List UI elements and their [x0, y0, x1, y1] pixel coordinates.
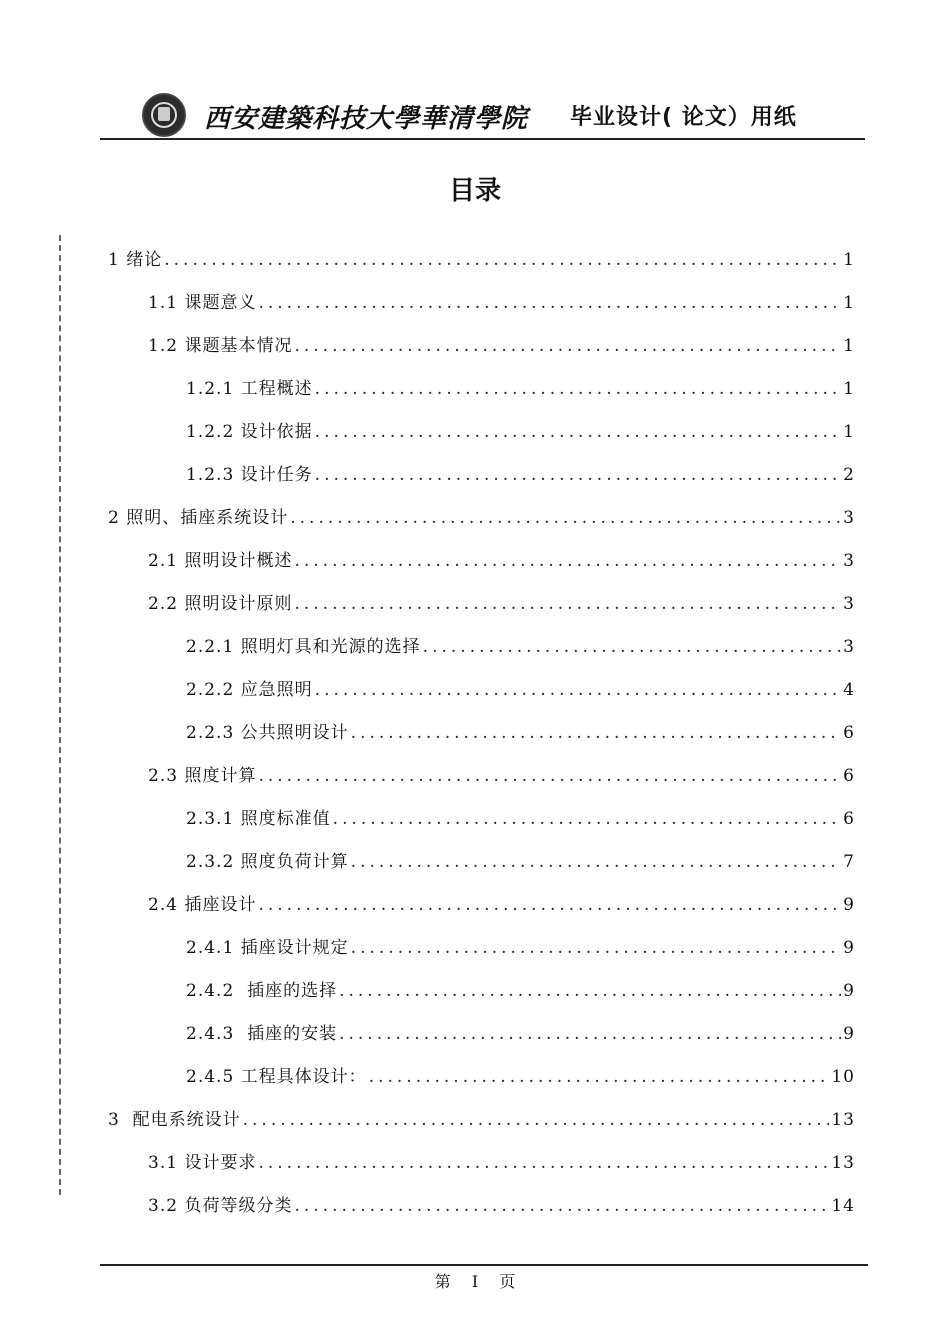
toc-entry-label: 1.1 课题意义: [148, 293, 257, 313]
toc-entry-label: 1 绪论: [108, 250, 163, 270]
toc-leader-dots: [258, 293, 841, 313]
toc-leader-dots: [369, 1067, 830, 1087]
toc-entry[interactable]: [186, 675, 855, 705]
toc-entry-page: 9: [843, 895, 855, 915]
toc-entry-page: 13: [831, 1110, 855, 1130]
toc-entry-label: 3.1 设计要求: [148, 1153, 257, 1173]
toc-entry[interactable]: [186, 933, 855, 963]
toc-entry[interactable]: [108, 503, 855, 533]
toc-leader-dots: [290, 508, 841, 528]
toc-leader-dots: [339, 1024, 841, 1044]
toc-leader-dots: [294, 336, 841, 356]
toc-entry-page: 2: [843, 465, 855, 485]
toc-entry[interactable]: [148, 761, 855, 791]
toc-entry-page: 10: [831, 1067, 855, 1087]
toc-entry-label: 2.3.2 照度负荷计算: [186, 852, 349, 872]
school-name-logo: 西安建築科技大學華清學院: [204, 104, 529, 134]
footer-prefix: 第: [434, 1272, 451, 1291]
toc-entry[interactable]: [186, 460, 855, 490]
footer-divider: [100, 1264, 868, 1266]
footer-suffix: 页: [499, 1272, 516, 1291]
toc-entry-label: 1.2.2 设计依据: [186, 422, 313, 442]
toc-entry[interactable]: [148, 331, 855, 361]
toc-entry-page: 6: [843, 723, 855, 743]
university-seal-logo: [142, 93, 186, 137]
toc-entry[interactable]: [108, 1105, 855, 1135]
toc-leader-dots: [351, 723, 842, 743]
toc-entry-label: 2.4.3 插座的安装: [186, 1024, 338, 1044]
toc-leader-dots: [243, 1110, 830, 1130]
toc-entry[interactable]: [186, 976, 855, 1006]
toc-leader-dots: [258, 766, 841, 786]
toc-entry-label: 2.4.5 工程具体设计：: [186, 1067, 367, 1087]
toc-entry-page: 1: [843, 250, 855, 270]
toc-leader-dots: [164, 250, 841, 270]
toc-leader-dots: [315, 680, 842, 700]
toc-entry-label: 3.2 负荷等级分类: [148, 1196, 293, 1216]
toc-entry[interactable]: [186, 417, 855, 447]
toc-entry-page: 6: [843, 766, 855, 786]
toc-entry-label: 2.2.3 公共照明设计: [186, 723, 349, 743]
toc-entry-page: 9: [843, 1024, 855, 1044]
toc-entry-page: 3: [843, 594, 855, 614]
toc-entry[interactable]: [148, 1191, 855, 1221]
toc-leader-dots: [423, 637, 842, 657]
toc-entry-page: 9: [843, 938, 855, 958]
toc-entry[interactable]: [148, 288, 855, 318]
toc-leader-dots: [339, 981, 841, 1001]
toc-leader-dots: [258, 1153, 829, 1173]
paper-label: 毕业设计( 论文）用纸: [570, 105, 797, 130]
binding-margin-line: [59, 235, 61, 1195]
toc-leader-dots: [258, 895, 841, 915]
header-divider: [100, 138, 865, 140]
toc-entry-label: 2.4.1 插座设计规定: [186, 938, 349, 958]
toc-entry[interactable]: [186, 1062, 855, 1092]
toc-entry-page: 4: [843, 680, 855, 700]
page-footer: [0, 1269, 950, 1292]
toc-entry-page: 1: [843, 293, 855, 313]
toc-leader-dots: [294, 594, 841, 614]
toc-leader-dots: [351, 938, 842, 958]
toc-leader-dots: [333, 809, 842, 829]
toc-entry-page: 3: [843, 551, 855, 571]
toc-entry[interactable]: [148, 546, 855, 576]
toc-entry-label: 1.2.3 设计任务: [186, 465, 313, 485]
toc-entry-page: 1: [843, 336, 855, 356]
toc-entry-label: 2.2.1 照明灯具和光源的选择: [186, 637, 421, 657]
toc-leader-dots: [294, 1196, 829, 1216]
toc-entry-page: 7: [843, 852, 855, 872]
toc-entry-page: 1: [843, 422, 855, 442]
toc-entry-label: 2.2 照明设计原则: [148, 594, 293, 614]
page-title: 目录: [448, 176, 501, 206]
toc-leader-dots: [315, 422, 842, 442]
toc-entry-page: 3: [843, 508, 855, 528]
toc-entry-label: 2.3.1 照度标准值: [186, 809, 331, 829]
toc-entry-label: 2.3 照度计算: [148, 766, 257, 786]
toc-leader-dots: [294, 551, 841, 571]
toc-entry-page: 13: [831, 1153, 855, 1173]
toc-entry-label: 1.2.1 工程概述: [186, 379, 313, 399]
toc-entry[interactable]: [186, 847, 855, 877]
toc-entry-page: 14: [831, 1196, 855, 1216]
toc-entry-page: 6: [843, 809, 855, 829]
toc-entry-page: 3: [843, 637, 855, 657]
toc-entry[interactable]: [148, 1148, 855, 1178]
toc-entry[interactable]: [148, 890, 855, 920]
toc-entry-label: 2 照明、插座系统设计: [108, 508, 289, 528]
toc-entry-label: 2.2.2 应急照明: [186, 680, 313, 700]
toc-entry[interactable]: [186, 804, 855, 834]
toc-entry[interactable]: [186, 1019, 855, 1049]
toc-entry-page: 1: [843, 379, 855, 399]
toc-leader-dots: [351, 852, 842, 872]
toc-entry[interactable]: [148, 589, 855, 619]
toc-entry[interactable]: [186, 718, 855, 748]
toc-entry-page: 9: [843, 981, 855, 1001]
toc-entry[interactable]: [186, 374, 855, 404]
toc-entry-label: 1.2 课题基本情况: [148, 336, 293, 356]
toc-entry[interactable]: [186, 632, 855, 662]
toc-leader-dots: [315, 465, 842, 485]
page-header: [100, 88, 865, 138]
toc-entry-label: 2.4 插座设计: [148, 895, 257, 915]
footer-page-number: I: [471, 1272, 479, 1291]
toc-entry-label: 2.1 照明设计概述: [148, 551, 293, 571]
toc-entry[interactable]: [108, 245, 855, 275]
toc-entry-label: 2.4.2 插座的选择: [186, 981, 338, 1001]
toc-leader-dots: [315, 379, 842, 399]
toc-entry-label: 3 配电系统设计: [108, 1110, 241, 1130]
